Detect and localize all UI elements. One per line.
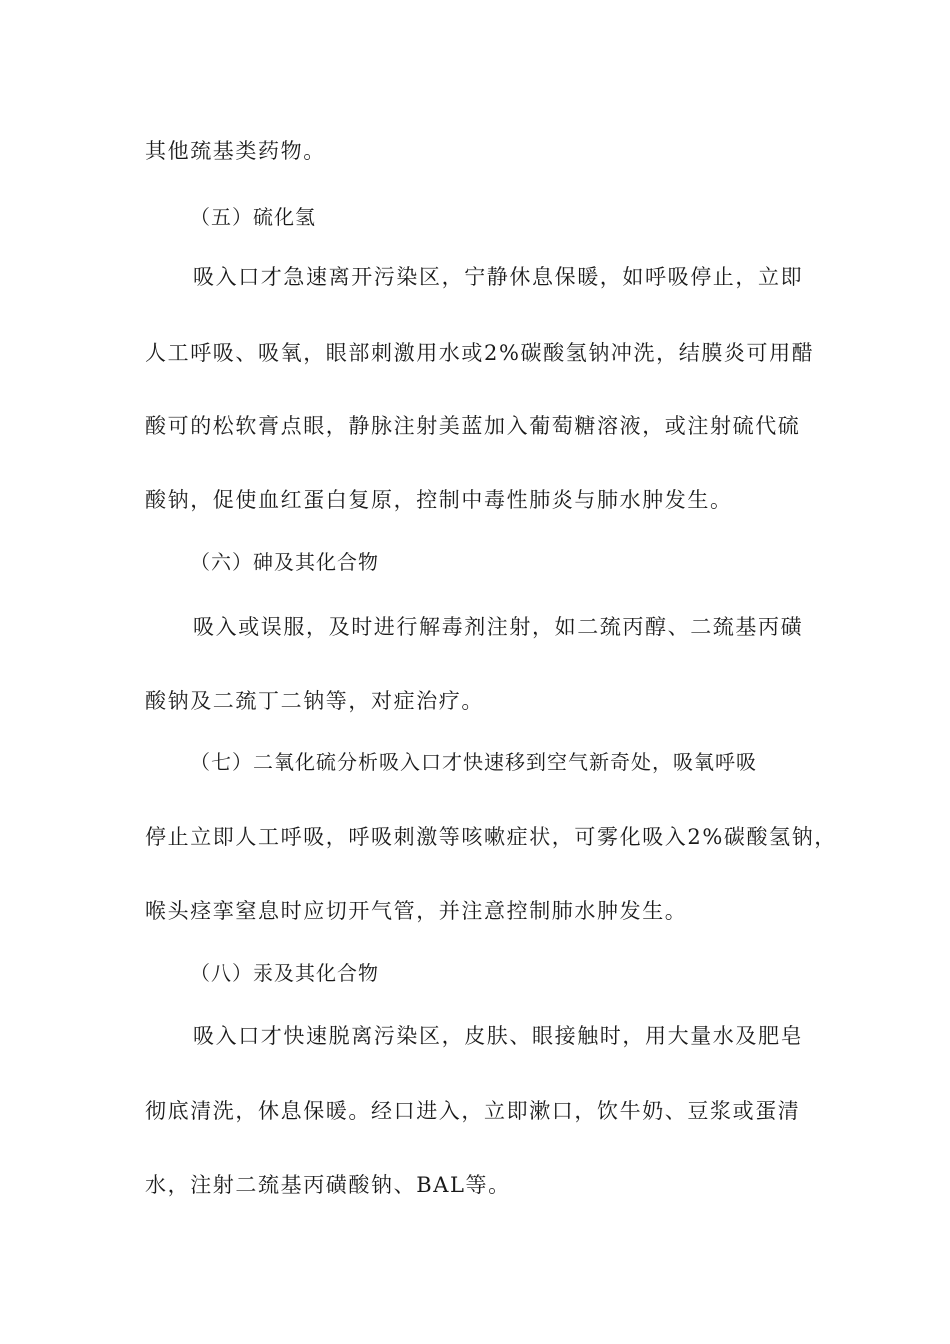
paragraph-line: 吸入口才快速脱离污染区，皮肤、眼接触时，用大量水及肥皂 (193, 1024, 804, 1048)
paragraph-line: 彻底清洗，休息保暖。经口进入，立即漱口，饮牛奶、豆浆或蛋清 (145, 1099, 801, 1123)
paragraph-line: 酸钠及二巯丁二钠等，对症治疗。 (145, 689, 484, 713)
paragraph-line: 喉头痉挛窒息时应切开气管，并注意控制肺水肿发生。 (145, 899, 688, 923)
paragraph-line: 酸可的松软膏点眼，静脉注射美蓝加入葡萄糖溶液，或注射硫代硫 (145, 414, 801, 438)
section-heading-hydrogen-sulfide: （五）硫化氢 (190, 205, 316, 229)
section-heading-mercury: （八）汞及其化合物 (190, 961, 379, 985)
paragraph-line: 水，注射二巯基丙磺酸钠、BAL等。 (145, 1173, 511, 1197)
section-heading-sulfur-dioxide: （七）二氧化硫分析吸入口才快速移到空气新奇处，吸氧呼吸 (190, 750, 757, 774)
paragraph-line: 吸入口才急速离开污染区，宁静休息保暖，如呼吸停止，立即 (193, 265, 804, 289)
paragraph-line: 停止立即人工呼吸，呼吸刺激等咳嗽症状，可雾化吸入2%碳酸氢钠， (145, 825, 837, 849)
paragraph-line: 吸入或误服，及时进行解毒剂注射，如二巯丙醇、二巯基丙磺 (193, 615, 804, 639)
paragraph-line: 酸钠，促使血红蛋白复原，控制中毒性肺炎与肺水肿发生。 (145, 488, 733, 512)
section-heading-arsenic: （六）砷及其化合物 (190, 550, 379, 574)
paragraph-line: 其他巯基类药物。 (145, 139, 326, 163)
paragraph-line: 人工呼吸、吸氧，眼部刺激用水或2%碳酸氢钠冲洗，结膜炎可用醋 (145, 341, 815, 365)
